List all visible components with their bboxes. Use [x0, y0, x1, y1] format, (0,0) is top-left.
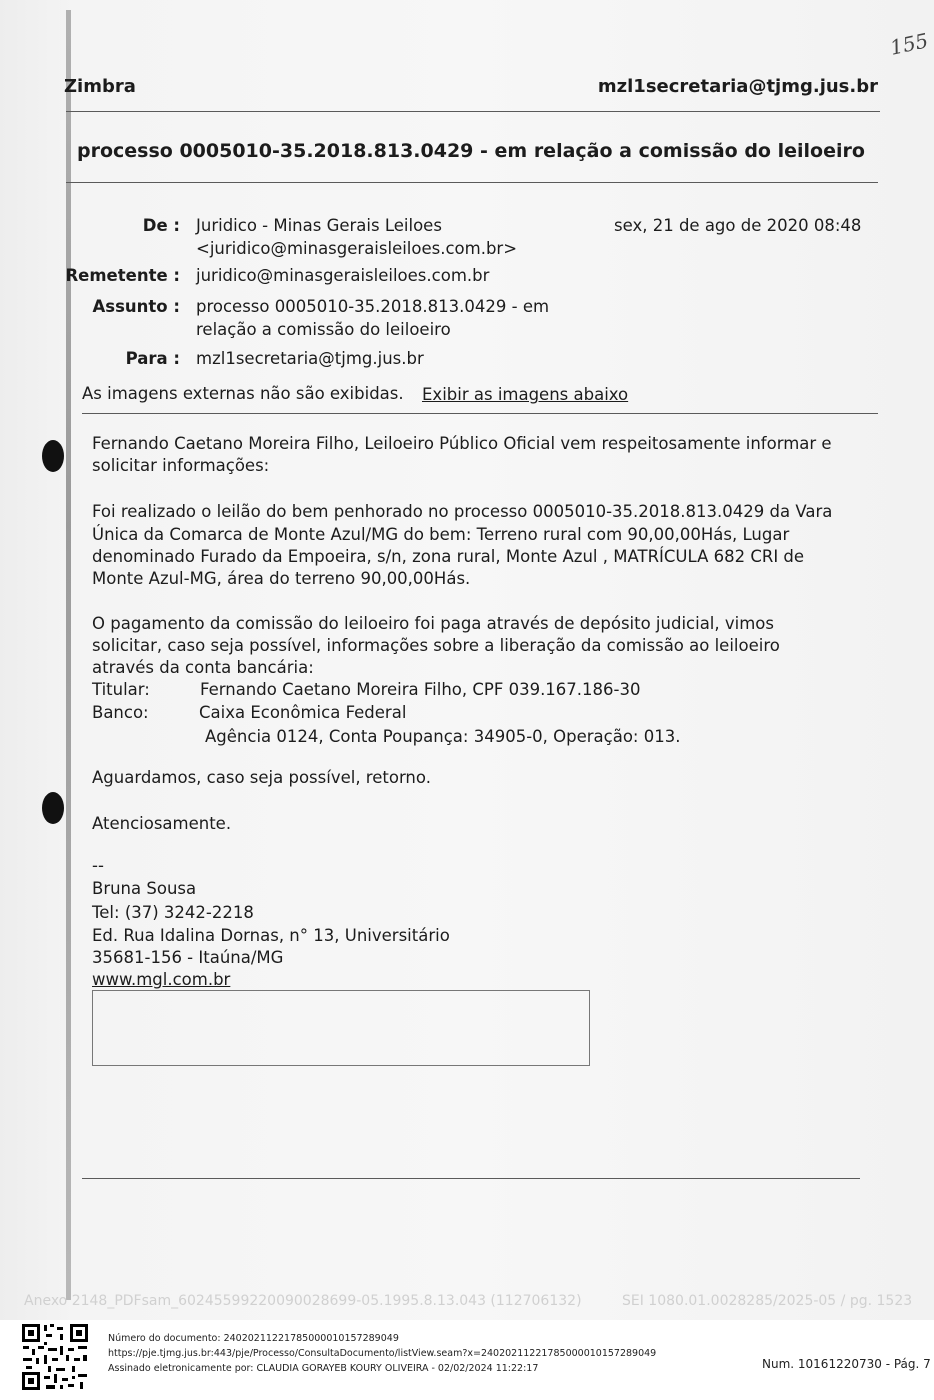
qr-code-icon	[20, 1322, 90, 1392]
body-line: solicitar, caso seja possível, informações sobre a liberação da comissão ao leiloeiro	[92, 636, 780, 655]
to-label: Para :	[125, 349, 180, 368]
from-email: <juridico@minasgeraisleiloes.com.br>	[196, 239, 518, 258]
subject-line-1: processo 0005010-35.2018.813.0429 - em	[196, 297, 550, 316]
footer-page-number: Num. 10161220730 - Pág. 7	[762, 1357, 931, 1371]
bottom-divider	[82, 1178, 860, 1179]
email-subject-title: processo 0005010-35.2018.813.0429 - em relação a comissão do leiloeiro	[77, 140, 865, 162]
body-line: Atenciosamente.	[92, 814, 232, 833]
signature-name: Bruna Sousa	[92, 879, 197, 898]
body-line: denominado Furado da Empoeira, s/n, zona rural, Monte Azul , MATRÍCULA 682 CRI de	[92, 547, 805, 566]
signature-website-link[interactable]: www.mgl.com.br	[92, 970, 231, 989]
watermark-right: SEI 1080.01.0028285/2025-05 / pg. 1523	[622, 1293, 913, 1309]
body-line: Monte Azul-MG, área do terreno 90,00,00Hás.	[92, 569, 471, 588]
sender-label: Remetente :	[65, 266, 180, 285]
signature-address: Ed. Rua Idalina Dornas, n° 13, Universitário	[92, 926, 450, 945]
footer-url: https://pje.tjmg.jus.br:443/pje/Processo/ConsultaDocumento/listView.seam?x=24020211221785000010157289049	[108, 1348, 657, 1359]
subject-label: Assunto :	[92, 297, 180, 316]
images-notice: As imagens externas não são exibidas.	[82, 384, 404, 403]
punch-hole	[42, 792, 64, 824]
header-divider	[66, 111, 880, 112]
body-line: através da conta bancária:	[92, 658, 314, 677]
punch-hole	[42, 440, 64, 472]
handwritten-page-number: 155	[887, 28, 931, 60]
subject-line-2: relação a comissão do leiloeiro	[196, 320, 451, 339]
footer-doc-number: Número do documento: 24020211221785000010157289049	[108, 1333, 399, 1344]
watermark-left: Anexo 2148_PDFsam_60245599220090028699-05.1995.8.13.043 (112706132)	[24, 1293, 582, 1309]
footer-signed-by: Assinado eletronicamente por: CLAUDIA GORAYEB KOURY OLIVEIRA - 02/02/2024 11:22:17	[108, 1363, 539, 1374]
image-placeholder-box	[92, 990, 590, 1066]
binding-shadow-line	[66, 10, 71, 1300]
account-details: Agência 0124, Conta Poupança: 34905-0, Operação: 013.	[205, 727, 681, 746]
body-line: Única da Comarca de Monte Azul/MG do bem: Terreno rural com 90,00,00Hás, Lugar	[92, 525, 790, 544]
body-line: Aguardamos, caso seja possível, retorno.	[92, 768, 431, 787]
email-date: sex, 21 de ago de 2020 08:48	[614, 216, 862, 235]
bank-value: Caixa Econômica Federal	[199, 703, 407, 722]
bank-label: Banco:	[92, 703, 149, 722]
signature-city: 35681-156 - Itaúna/MG	[92, 948, 284, 967]
body-line: O pagamento da comissão do leiloeiro foi paga através de depósito judicial, vimos	[92, 614, 774, 633]
titular-value: Fernando Caetano Moreira Filho, CPF 039.167.186-30	[200, 680, 641, 699]
subject-divider	[66, 182, 878, 183]
body-line: Foi realizado o leilão do bem penhorado no processo 0005010-35.2018.813.0429 da Vara	[92, 502, 833, 521]
signature-phone: Tel: (37) 3242-2218	[92, 903, 254, 922]
sender-value: juridico@minasgeraisleiloes.com.br	[196, 266, 490, 285]
body-divider	[82, 413, 878, 414]
account-email: mzl1secretaria@tjmg.jus.br	[597, 76, 878, 97]
app-name: Zimbra	[64, 76, 136, 97]
show-images-link[interactable]: Exibir as imagens abaixo	[422, 385, 629, 404]
signature-separator: --	[92, 856, 104, 875]
from-name: Juridico - Minas Gerais Leiloes	[196, 216, 442, 235]
body-line: solicitar informações:	[92, 456, 270, 475]
titular-label: Titular:	[92, 680, 150, 699]
body-line: Fernando Caetano Moreira Filho, Leiloeiro Público Oficial vem respeitosamente informar e	[92, 434, 832, 453]
to-value: mzl1secretaria@tjmg.jus.br	[196, 349, 424, 368]
from-label: De :	[142, 216, 180, 235]
